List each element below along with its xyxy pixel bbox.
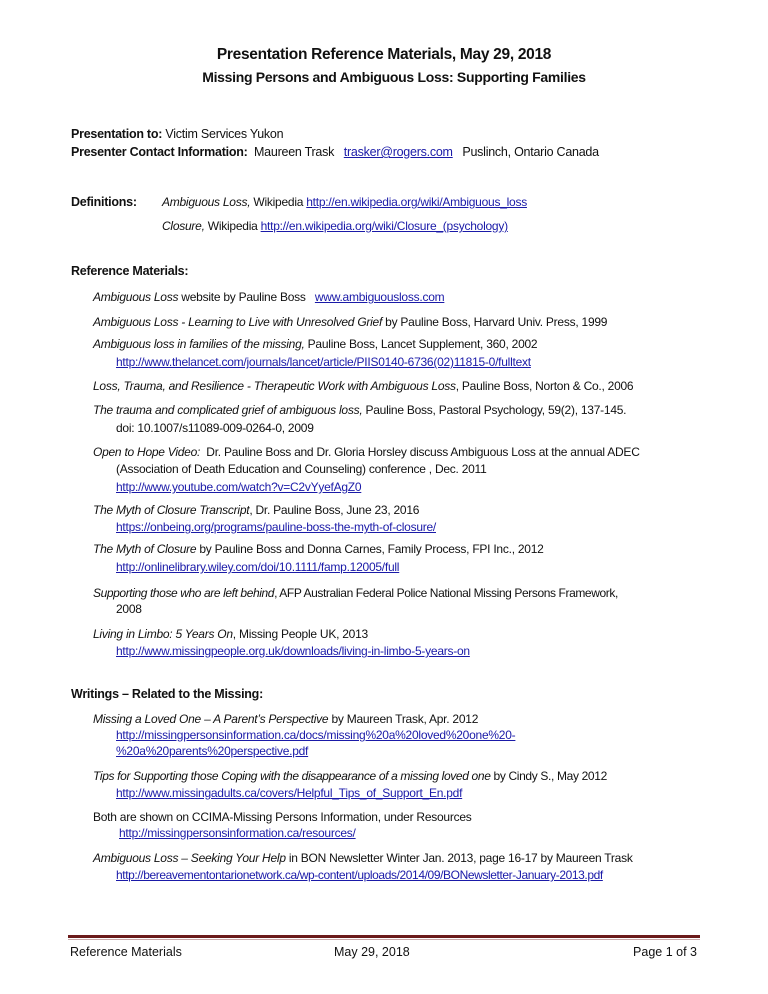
presentation-to-value: Victim Services Yukon: [162, 127, 284, 141]
presentation-to: [71, 126, 283, 142]
reference-text: by Pauline Boss, Harvard Univ. Press, 1999: [382, 315, 608, 329]
reference-title: The trauma and complicated grief of ambiguous loss,: [93, 403, 363, 417]
reference-item: [93, 502, 419, 518]
definition-item: [162, 218, 508, 234]
definition-source: Wikipedia: [204, 219, 261, 233]
reference-title: Ambiguous loss in families of the missing,: [93, 337, 305, 351]
writing-title: Tips for Supporting those Coping with the disappearance of a missing loved one: [93, 769, 491, 783]
reference-title: The Myth of Closure Transcript: [93, 503, 250, 517]
document-subtitle: Missing Persons and Ambiguous Loss: Supporting Families: [202, 69, 586, 85]
reference-item: [93, 402, 626, 418]
reference-doi: doi: 10.1007/s11089-009-0264-0, 2009: [116, 421, 314, 435]
reference-link[interactable]: http://www.youtube.com/watch?v=C2vYyefAgZ0: [116, 480, 362, 494]
writing-item: [93, 768, 607, 784]
writing-link[interactable]: http://www.missingadults.ca/covers/Helpful_Tips_of_Support_En.pdf: [116, 786, 463, 800]
reference-text: Pauline Boss, Pastoral Psychology, 59(2), 137-145.: [362, 403, 627, 417]
contact-label: Presenter Contact Information:: [71, 145, 248, 159]
reference-link[interactable]: http://onlinelibrary.wiley.com/doi/10.1111/famp.12005/full: [116, 560, 400, 574]
reference-item: [93, 585, 618, 601]
reference-item: [93, 444, 640, 460]
reference-link[interactable]: www.ambiguousloss.com: [314, 290, 445, 304]
writing-title: Ambiguous Loss – Seeking Your Help: [93, 851, 286, 865]
presentation-to-label: Presentation to:: [71, 127, 163, 141]
writing-item: [93, 850, 633, 866]
reference-item: [93, 541, 544, 557]
definition-item: [162, 194, 527, 210]
reference-text: website by Pauline Boss: [178, 290, 315, 304]
reference-title: Ambiguous Loss - Learning to Live with Unresolved Grief: [93, 315, 383, 329]
writing-link[interactable]: http://missingpersonsinformation.ca/resources/: [119, 826, 356, 840]
writings-heading: Writings – Related to the Missing:: [71, 687, 263, 701]
presenter-contact: [71, 144, 599, 160]
definition-source: Wikipedia: [250, 195, 307, 209]
reference-materials-heading: Reference Materials:: [71, 264, 189, 278]
writing-link[interactable]: http://bereavementontarionetwork.ca/wp-content/uploads/2014/09/BONewsletter-January-2013.pdf: [116, 868, 603, 882]
reference-title: Open to Hope Video:: [93, 445, 201, 459]
writing-link[interactable]: http://missingpersonsinformation.ca/docs/missing%20a%20loved%20one%20-: [116, 728, 516, 742]
writing-text: by Maureen Trask, Apr. 2012: [328, 712, 479, 726]
document-title: Presentation Reference Materials, May 29, 2018: [216, 46, 552, 63]
reference-text: , Dr. Pauline Boss, June 23, 2016: [249, 503, 420, 517]
reference-title: Ambiguous Loss: [93, 290, 179, 304]
reference-link[interactable]: http://www.missingpeople.org.uk/downloads/living-in-limbo-5-years-on: [116, 644, 470, 658]
footer-date: May 29, 2018: [334, 945, 410, 959]
reference-text-continued: 2008: [116, 602, 142, 616]
reference-text: , Missing People UK, 2013: [232, 627, 368, 641]
contact-name: Maureen Trask: [247, 145, 344, 159]
reference-text: , AFP Australian Federal Police National Missing Persons Framework,: [274, 586, 618, 600]
reference-text-continued: (Association of Death Education and Counseling) conference , Dec. 2011: [116, 462, 487, 476]
writing-text: by Cindy S., May 2012: [490, 769, 607, 783]
reference-item: [93, 626, 368, 642]
definition-link[interactable]: http://en.wikipedia.org/wiki/Ambiguous_loss: [306, 195, 527, 209]
reference-text: , Pauline Boss, Norton & Co., 2006: [455, 379, 634, 393]
reference-link[interactable]: http://www.thelancet.com/journals/lancet/article/PIIS0140-6736(02)11815-0/fulltext: [116, 355, 531, 369]
reference-item: [93, 289, 444, 305]
definitions-label: Definitions:: [71, 195, 137, 209]
writing-title: Missing a Loved One – A Parent’s Perspective: [93, 712, 329, 726]
definition-title: Ambiguous Loss,: [162, 195, 251, 209]
contact-email-link[interactable]: trasker@rogers.com: [343, 145, 453, 159]
reference-item: [93, 336, 537, 352]
reference-title: Living in Limbo: 5 Years On: [93, 627, 233, 641]
reference-link[interactable]: https://onbeing.org/programs/pauline-boss-the-myth-of-closure/: [116, 520, 436, 534]
reference-text: Pauline Boss, Lancet Supplement, 360, 2002: [304, 337, 538, 351]
reference-title: The Myth of Closure: [93, 542, 197, 556]
footer-divider-shadow: [68, 939, 700, 940]
footer-left: Reference Materials: [70, 945, 182, 959]
reference-title: Supporting those who are left behind: [93, 586, 275, 600]
writing-link-continued[interactable]: %20a%20parents%20perspective.pdf: [116, 744, 309, 758]
footer-divider: [68, 935, 700, 938]
footer-page-number: Page 1 of 3: [633, 945, 697, 959]
reference-item: [93, 378, 633, 394]
writing-item: [93, 711, 478, 727]
reference-text: Dr. Pauline Boss and Dr. Gloria Horsley discuss Ambiguous Loss at the annual ADEC: [200, 445, 640, 459]
writing-text: in BON Newsletter Winter Jan. 2013, page 16-17 by Maureen Trask: [285, 851, 633, 865]
writing-text: Both are shown on CCIMA-Missing Persons Information, under Resources: [93, 810, 472, 824]
contact-location: Puslinch, Ontario Canada: [452, 145, 599, 159]
definition-title: Closure,: [162, 219, 205, 233]
definition-link[interactable]: http://en.wikipedia.org/wiki/Closure_(psychology): [260, 219, 508, 233]
reference-title: Loss, Trauma, and Resilience - Therapeutic Work with Ambiguous Loss: [93, 379, 456, 393]
reference-item: [93, 314, 607, 330]
reference-text: by Pauline Boss and Donna Carnes, Family Process, FPI Inc., 2012: [196, 542, 544, 556]
